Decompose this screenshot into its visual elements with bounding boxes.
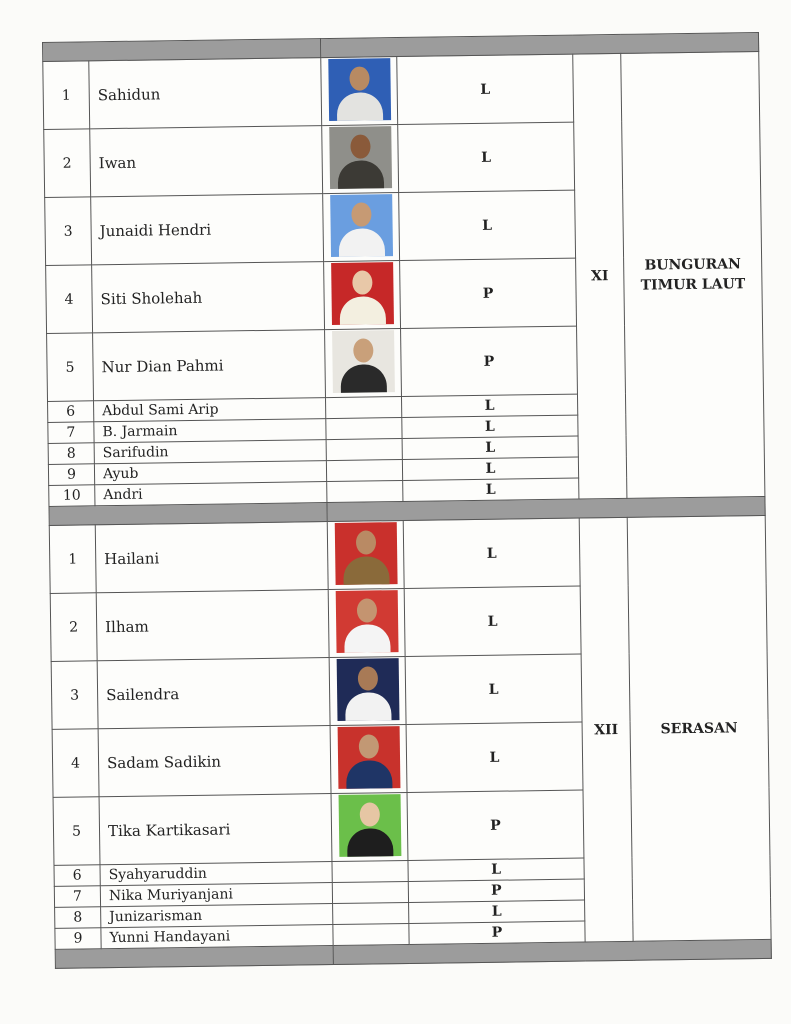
row-number: 4 — [46, 265, 93, 334]
location-line: BUNGURAN — [644, 256, 741, 274]
row-number: 2 — [50, 593, 97, 662]
participant-name: Sarifudin — [94, 440, 326, 464]
photo-shoulders — [340, 364, 386, 393]
participant-name: Sadam Sadikin — [98, 726, 331, 797]
header-bar-cell — [55, 946, 333, 969]
gender-code: L — [403, 478, 579, 501]
gender-code: P — [409, 921, 585, 944]
photo-cell — [326, 418, 402, 440]
location-line: TIMUR LAUT — [640, 276, 746, 294]
row-number: 3 — [45, 197, 92, 266]
group-number: XII — [579, 517, 633, 942]
photo-cell — [332, 881, 408, 903]
participant-photo — [338, 794, 401, 857]
gender-code: L — [398, 122, 575, 192]
participant-name: Syahyaruddin — [100, 862, 332, 886]
gender-code: L — [401, 394, 577, 417]
row-number: 9 — [48, 464, 94, 486]
participant-name: Ayub — [94, 461, 326, 485]
gender-code: L — [409, 900, 585, 923]
location-name — [621, 51, 765, 498]
participant-name: Sahidun — [89, 58, 322, 129]
photo-head — [359, 802, 379, 826]
photo-cell — [323, 193, 400, 262]
gender-code: L — [405, 654, 582, 724]
participant-photo — [330, 194, 393, 257]
photo-cell — [333, 902, 409, 924]
row-number: 7 — [54, 886, 100, 908]
photo-cell — [324, 261, 401, 330]
row-number: 3 — [51, 661, 98, 730]
gender-code: L — [402, 436, 578, 459]
photo-head — [356, 598, 376, 622]
photo-cell — [329, 656, 406, 725]
gender-code: L — [399, 190, 576, 260]
photo-head — [353, 338, 373, 362]
gender-code: P — [408, 879, 584, 902]
location-line: SERASAN — [660, 719, 738, 737]
photo-cell — [326, 439, 402, 461]
participant-photo — [331, 262, 394, 325]
participant-name: Ilham — [96, 590, 329, 661]
participant-name: Andri — [95, 482, 327, 506]
photo-shoulders — [343, 556, 389, 585]
photo-cell — [331, 792, 408, 861]
gender-code: L — [402, 457, 578, 480]
gender-code: P — [407, 790, 584, 860]
row-number: 2 — [44, 129, 91, 198]
photo-cell — [327, 521, 404, 590]
photo-shoulders — [345, 692, 391, 721]
row-number: 5 — [53, 797, 100, 866]
photo-shoulders — [347, 828, 393, 857]
photo-head — [351, 202, 371, 226]
gender-code: L — [408, 858, 584, 881]
participant-name: Sailendra — [97, 658, 330, 729]
photo-cell — [330, 724, 407, 793]
participant-photo — [329, 126, 392, 189]
participant-name: Junizarisman — [101, 904, 333, 928]
photo-shoulders — [338, 228, 384, 257]
participant-name: Hailani — [95, 522, 328, 593]
photo-shoulders — [344, 624, 390, 653]
participant-name: Nur Dian Pahmi — [93, 330, 326, 401]
photo-cell — [326, 460, 402, 482]
participant-name: Siti Sholehah — [92, 262, 325, 333]
photo-shoulders — [337, 160, 383, 189]
photo-head — [349, 66, 369, 90]
row-number: 6 — [48, 401, 94, 423]
participant-name: Tika Kartikasari — [99, 794, 332, 865]
photo-head — [350, 134, 370, 158]
photo-head — [357, 666, 377, 690]
photo-head — [352, 270, 372, 294]
gender-code: L — [404, 586, 581, 656]
participant-name: Yunni Handayani — [101, 925, 333, 949]
row-number: 1 — [49, 525, 96, 594]
participant-photo — [336, 658, 399, 721]
participant-name: B. Jarmain — [94, 419, 326, 443]
photo-cell — [325, 397, 401, 419]
row-number: 4 — [52, 729, 99, 798]
gender-code: P — [401, 326, 578, 396]
participant-photo — [335, 590, 398, 653]
row-number: 8 — [55, 907, 101, 929]
participant-name: Nika Muriyanjani — [100, 883, 332, 907]
gender-code: P — [400, 258, 577, 328]
participant-name: Iwan — [90, 126, 323, 197]
gender-code: L — [403, 518, 580, 588]
participant-photo — [337, 726, 400, 789]
photo-cell — [321, 57, 398, 126]
participant-name: Abdul Sami Arip — [94, 398, 326, 422]
location-name — [627, 515, 771, 941]
participant-photo — [328, 58, 391, 121]
row-number: 10 — [49, 485, 95, 507]
participant-photo — [332, 330, 395, 393]
gender-code: L — [406, 722, 583, 792]
photo-cell — [325, 329, 402, 398]
group-number: XI — [573, 53, 627, 499]
gender-code: L — [397, 54, 574, 124]
participant-name: Junaidi Hendri — [91, 194, 324, 265]
photo-cell — [328, 588, 405, 657]
photo-cell — [333, 923, 409, 945]
row-number: 1 — [43, 61, 90, 130]
row-number: 7 — [48, 422, 94, 444]
photo-cell — [322, 125, 399, 194]
photo-shoulders — [346, 760, 392, 789]
gender-code: L — [402, 415, 578, 438]
participant-photo — [334, 522, 397, 585]
roster-sheet — [42, 32, 771, 969]
photo-cell — [327, 481, 403, 503]
row-number: 9 — [55, 928, 101, 950]
row-number: 6 — [54, 865, 100, 887]
participant-table — [42, 32, 772, 969]
photo-head — [355, 530, 375, 554]
photo-shoulders — [336, 92, 382, 121]
photo-cell — [332, 860, 408, 882]
row-number: 5 — [47, 333, 94, 402]
participant-row — [43, 51, 760, 129]
photo-head — [358, 734, 378, 758]
photo-shoulders — [339, 296, 385, 325]
row-number: 8 — [48, 443, 94, 465]
participant-row — [49, 515, 766, 593]
